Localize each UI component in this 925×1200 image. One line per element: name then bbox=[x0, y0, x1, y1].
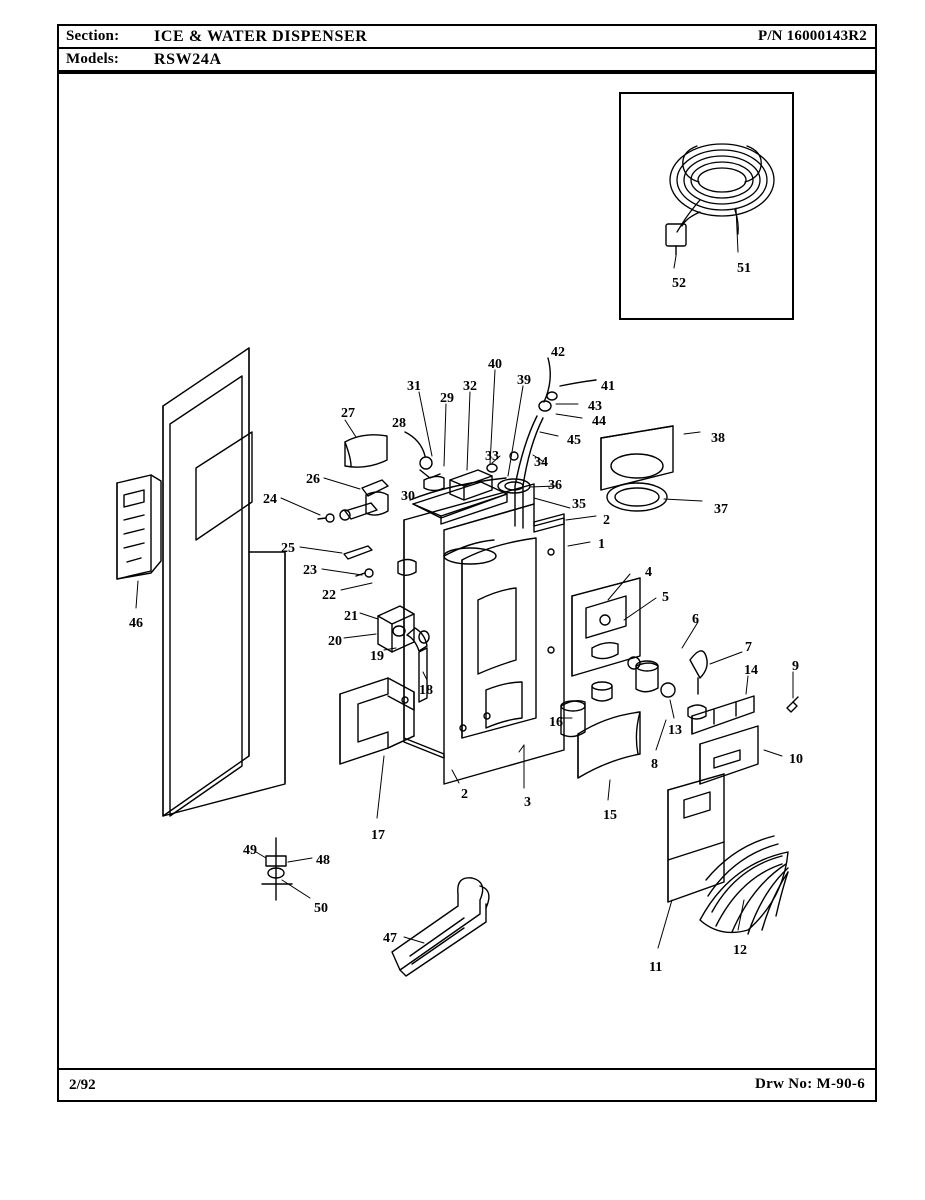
callout-43: 43 bbox=[588, 399, 602, 414]
callout-23: 23 bbox=[303, 563, 317, 578]
callout-21: 21 bbox=[344, 609, 358, 624]
callout-16: 16 bbox=[549, 715, 563, 730]
callout-17: 17 bbox=[371, 828, 385, 843]
callout-3: 3 bbox=[524, 795, 531, 810]
callout-12: 12 bbox=[733, 943, 747, 958]
callout-25: 25 bbox=[281, 541, 295, 556]
callout-19: 19 bbox=[370, 649, 384, 664]
callout-49: 49 bbox=[243, 843, 257, 858]
callout-35: 35 bbox=[572, 497, 586, 512]
callout-9: 9 bbox=[792, 659, 799, 674]
callout-4: 4 bbox=[645, 565, 652, 580]
callout-26: 26 bbox=[306, 472, 320, 487]
callout-22: 22 bbox=[322, 588, 336, 603]
callout-28: 28 bbox=[392, 416, 406, 431]
models-label: Models: bbox=[66, 51, 120, 67]
callout-50: 50 bbox=[314, 901, 328, 916]
callout-5: 5 bbox=[662, 590, 669, 605]
callout-44: 44 bbox=[592, 414, 606, 429]
callout-15: 15 bbox=[603, 808, 617, 823]
header-block bbox=[57, 24, 877, 72]
callout-34: 34 bbox=[534, 455, 548, 470]
callout-8: 8 bbox=[651, 757, 658, 772]
callout-48: 48 bbox=[316, 853, 330, 868]
callout-31: 31 bbox=[407, 379, 421, 394]
callout-18: 18 bbox=[419, 683, 433, 698]
header-row-models bbox=[59, 49, 875, 72]
callout-6: 6 bbox=[692, 612, 699, 627]
callout-38: 38 bbox=[711, 431, 725, 446]
section-value: ICE & WATER DISPENSER bbox=[154, 28, 368, 45]
callout-30: 30 bbox=[401, 489, 415, 504]
callout-52: 52 bbox=[672, 276, 686, 291]
callout-42: 42 bbox=[551, 345, 565, 360]
callout-33: 33 bbox=[485, 449, 499, 464]
callout-10: 10 bbox=[789, 752, 803, 767]
callout-24: 24 bbox=[263, 492, 277, 507]
callout-41: 41 bbox=[601, 379, 615, 394]
part-number: P/N 16000143R2 bbox=[757, 28, 867, 44]
callout-2b: 2 bbox=[461, 787, 468, 802]
inset-detail-box bbox=[619, 92, 794, 320]
callout-13: 13 bbox=[668, 723, 682, 738]
callout-39: 39 bbox=[517, 373, 531, 388]
footer-date: 2/92 bbox=[69, 1077, 96, 1093]
callout-29: 29 bbox=[440, 391, 454, 406]
footer-drawing-number: Drw No: M-90-6 bbox=[755, 1076, 865, 1092]
header-row-section bbox=[59, 26, 875, 49]
callout-37: 37 bbox=[714, 502, 728, 517]
callout-47: 47 bbox=[383, 931, 397, 946]
callout-32: 32 bbox=[463, 379, 477, 394]
callout-40: 40 bbox=[488, 357, 502, 372]
callout-20: 20 bbox=[328, 634, 342, 649]
callout-11: 11 bbox=[649, 960, 663, 975]
callout-45: 45 bbox=[567, 433, 581, 448]
callout-2: 2 bbox=[603, 513, 610, 528]
callout-27: 27 bbox=[341, 406, 355, 421]
callout-36: 36 bbox=[548, 478, 562, 493]
section-label: Section: bbox=[66, 28, 120, 44]
callout-7: 7 bbox=[745, 640, 752, 655]
callout-51: 51 bbox=[737, 261, 751, 276]
callout-46: 46 bbox=[129, 616, 143, 631]
models-value: RSW24A bbox=[154, 51, 222, 68]
callout-14: 14 bbox=[744, 663, 758, 678]
callout-1: 1 bbox=[598, 537, 605, 552]
footer-block bbox=[57, 1068, 877, 1102]
